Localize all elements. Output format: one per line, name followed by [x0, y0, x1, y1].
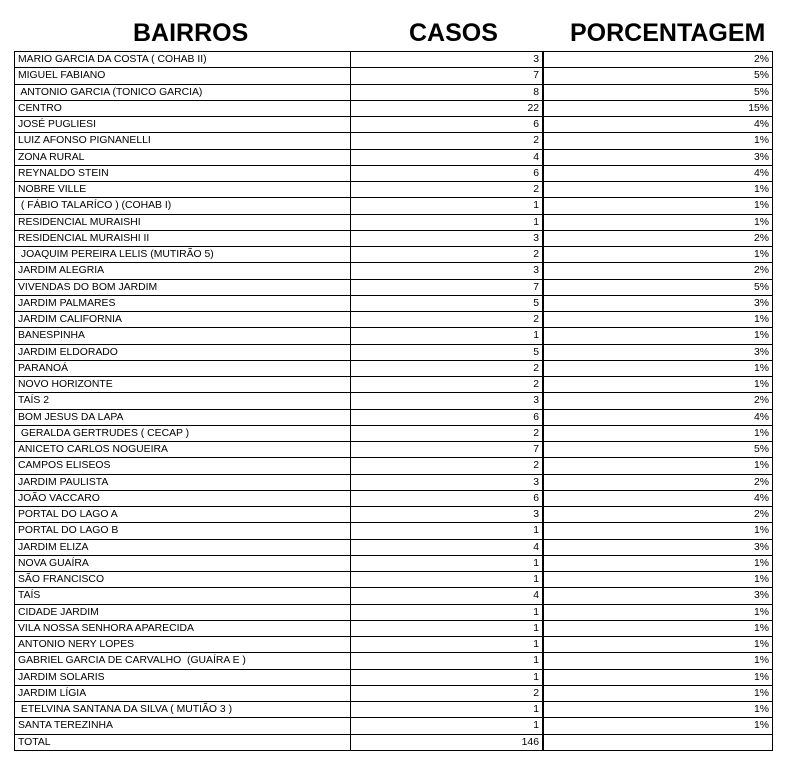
casos-cell: 3: [351, 474, 543, 490]
bairro-cell: ANTONIO GARCIA (TONICO GARCIA): [15, 84, 351, 100]
table-row: [15, 230, 543, 246]
table-row: [15, 425, 543, 441]
porcentagem-cell: 1%: [544, 653, 773, 669]
table-row: [15, 507, 543, 523]
bairro-cell: TAÍS 2: [15, 393, 351, 409]
bairro-cell: JARDIM CALIFORNIA: [15, 312, 351, 328]
table-row: [544, 685, 773, 701]
porcentagem-cell: 2%: [544, 52, 773, 68]
bairro-cell: CIDADE JARDIM: [15, 604, 351, 620]
porcentagem-cell: 1%: [544, 360, 773, 376]
table-row: [15, 360, 543, 376]
casos-cell: 1: [351, 620, 543, 636]
casos-cell: 3: [351, 263, 543, 279]
casos-cell: 7: [351, 68, 543, 84]
porcentagem-cell: 3%: [544, 149, 773, 165]
porcentagem-cell: 4%: [544, 165, 773, 181]
porcentagem-cell: 2%: [544, 263, 773, 279]
casos-cell: 1: [351, 653, 543, 669]
porcentagem-cell: 1%: [544, 247, 773, 263]
table-row: [544, 572, 773, 588]
bairro-cell: ZONA RURAL: [15, 149, 351, 165]
table-row: [544, 84, 773, 100]
table-row: [15, 604, 543, 620]
porcentagem-cell: 1%: [544, 458, 773, 474]
table-row: [544, 539, 773, 555]
table-row: [544, 377, 773, 393]
total-row: [544, 734, 773, 750]
table-row: [15, 393, 543, 409]
bairro-cell: SANTA TEREZINHA: [15, 718, 351, 734]
total-porcentagem: [544, 734, 773, 750]
table-row: [544, 133, 773, 149]
bairro-cell: JOSÉ PUGLIESI: [15, 117, 351, 133]
table-row: [544, 312, 773, 328]
casos-cell: 2: [351, 247, 543, 263]
table-row: [15, 68, 543, 84]
porcentagem-cell: 1%: [544, 198, 773, 214]
table-row: [15, 555, 543, 571]
porcentagem-cell: 1%: [544, 685, 773, 701]
casos-cell: 6: [351, 165, 543, 181]
porcentagem-cell: 2%: [544, 474, 773, 490]
porcentagem-cell: 5%: [544, 68, 773, 84]
porcentagem-cell: 3%: [544, 539, 773, 555]
porcentagem-cell: 3%: [544, 295, 773, 311]
bairro-cell: NOVA GUAÍRA: [15, 555, 351, 571]
casos-cell: 3: [351, 507, 543, 523]
table-row: [15, 572, 543, 588]
bairro-cell: VIVENDAS DO BOM JARDIM: [15, 279, 351, 295]
table-row: [544, 344, 773, 360]
casos-cell: 3: [351, 230, 543, 246]
bairros-casos-table: [14, 51, 543, 751]
table-row: [15, 458, 543, 474]
table-row: [544, 588, 773, 604]
porcentagem-cell: 15%: [544, 100, 773, 116]
casos-cell: 7: [351, 279, 543, 295]
table-row: [544, 182, 773, 198]
total-label: TOTAL: [15, 734, 351, 750]
casos-cell: 2: [351, 377, 543, 393]
bairro-cell: JARDIM ALEGRIA: [15, 263, 351, 279]
table-row: [544, 100, 773, 116]
bairro-cell: JOAQUIM PEREIRA LELIS (MUTIRÃO 5): [15, 247, 351, 263]
bairro-cell: ANICETO CARLOS NOGUEIRA: [15, 442, 351, 458]
bairro-cell: JOÃO VACCARO: [15, 490, 351, 506]
porcentagem-cell: 4%: [544, 490, 773, 506]
porcentagem-cell: 1%: [544, 718, 773, 734]
table-row: [15, 377, 543, 393]
bairro-cell: BANESPINHA: [15, 328, 351, 344]
table-row: [544, 620, 773, 636]
bairro-cell: JARDIM LÍGIA: [15, 685, 351, 701]
table-row: [15, 409, 543, 425]
table-row: [544, 702, 773, 718]
table-row: [544, 263, 773, 279]
table-row: [544, 393, 773, 409]
table-row: [544, 474, 773, 490]
bairro-cell: CAMPOS ELISEOS: [15, 458, 351, 474]
casos-cell: 22: [351, 100, 543, 116]
porcentagem-cell: 1%: [544, 312, 773, 328]
table-row: [544, 425, 773, 441]
bairro-cell: TAÍS: [15, 588, 351, 604]
table-row: [544, 328, 773, 344]
bairro-cell: JARDIM SOLARIS: [15, 669, 351, 685]
table-row: [15, 702, 543, 718]
table-row: [15, 328, 543, 344]
bairro-cell: SÃO FRANCISCO: [15, 572, 351, 588]
table-row: [544, 507, 773, 523]
casos-cell: 2: [351, 425, 543, 441]
table-row: [544, 442, 773, 458]
porcentagem-cell: 3%: [544, 588, 773, 604]
casos-cell: 2: [351, 458, 543, 474]
table-row: [544, 409, 773, 425]
bairro-cell: ETELVINA SANTANA DA SILVA ( MUTIÃO 3 ): [15, 702, 351, 718]
porcentagem-cell: 1%: [544, 555, 773, 571]
porcentagem-cell: 1%: [544, 702, 773, 718]
table-row: [15, 539, 543, 555]
casos-cell: 1: [351, 328, 543, 344]
table-row: [15, 588, 543, 604]
table-row: [544, 523, 773, 539]
table-row: [544, 555, 773, 571]
porcentagem-cell: 5%: [544, 279, 773, 295]
porcentagem-cell: 1%: [544, 620, 773, 636]
table-row: [15, 182, 543, 198]
bairro-cell: RESIDENCIAL MURAISHI II: [15, 230, 351, 246]
casos-cell: 8: [351, 84, 543, 100]
casos-cell: 4: [351, 588, 543, 604]
porcentagem-cell: 5%: [544, 84, 773, 100]
porcentagem-cell: 1%: [544, 328, 773, 344]
porcentagem-cell: 1%: [544, 669, 773, 685]
bairro-cell: BOM JESUS DA LAPA: [15, 409, 351, 425]
table-row: [15, 52, 543, 68]
table-row: [544, 230, 773, 246]
porcentagem-cell: 2%: [544, 230, 773, 246]
casos-cell: 2: [351, 312, 543, 328]
table-row: [544, 68, 773, 84]
table-row: [15, 165, 543, 181]
table-row: [15, 685, 543, 701]
casos-cell: 1: [351, 718, 543, 734]
porcentagem-cell: 2%: [544, 507, 773, 523]
table-row: [15, 100, 543, 116]
table-row: [15, 247, 543, 263]
casos-cell: 4: [351, 539, 543, 555]
table-row: [544, 279, 773, 295]
porcentagem-cell: 4%: [544, 117, 773, 133]
table-row: [544, 490, 773, 506]
bairro-cell: RESIDENCIAL MURAISHI: [15, 214, 351, 230]
table-row: [544, 604, 773, 620]
total-casos: 146: [351, 734, 543, 750]
casos-cell: 3: [351, 52, 543, 68]
casos-cell: 4: [351, 149, 543, 165]
bairro-cell: JARDIM PALMARES: [15, 295, 351, 311]
header-porcentagem: PORCENTAGEM: [570, 19, 766, 47]
table-row: [15, 198, 543, 214]
table-row: [544, 669, 773, 685]
porcentagem-cell: 5%: [544, 442, 773, 458]
bairro-cell: MARIO GARCIA DA COSTA ( COHAB II): [15, 52, 351, 68]
casos-cell: 3: [351, 393, 543, 409]
casos-cell: 1: [351, 572, 543, 588]
porcentagem-cell: 1%: [544, 214, 773, 230]
table-row: [15, 344, 543, 360]
table-row: [15, 214, 543, 230]
casos-cell: 1: [351, 604, 543, 620]
casos-cell: 6: [351, 117, 543, 133]
bairro-cell: JARDIM PAULISTA: [15, 474, 351, 490]
table-row: [544, 295, 773, 311]
bairro-cell: GABRIEL GARCIA DE CARVALHO (GUAÍRA E ): [15, 653, 351, 669]
table-row: [544, 458, 773, 474]
bairro-cell: NOVO HORIZONTE: [15, 377, 351, 393]
casos-cell: 7: [351, 442, 543, 458]
table-row: [544, 117, 773, 133]
bairro-cell: JARDIM ELIZA: [15, 539, 351, 555]
table-row: [544, 198, 773, 214]
table-row: [15, 295, 543, 311]
table-row: [15, 637, 543, 653]
porcentagem-cell: 1%: [544, 523, 773, 539]
porcentagem-cell: 1%: [544, 604, 773, 620]
table-row: [544, 149, 773, 165]
table-row: [544, 165, 773, 181]
bairro-cell: VILA NOSSA SENHORA APARECIDA: [15, 620, 351, 636]
table-row: [15, 653, 543, 669]
table-row: [15, 279, 543, 295]
casos-cell: 1: [351, 523, 543, 539]
bairro-cell: LUIZ AFONSO PIGNANELLI: [15, 133, 351, 149]
table-row: [544, 214, 773, 230]
casos-cell: 5: [351, 295, 543, 311]
table-row: [15, 442, 543, 458]
table-row: [544, 360, 773, 376]
table-row: [15, 490, 543, 506]
porcentagem-cell: 1%: [544, 425, 773, 441]
table-row: [15, 117, 543, 133]
casos-cell: 2: [351, 133, 543, 149]
bairro-cell: REYNALDO STEIN: [15, 165, 351, 181]
bairro-cell: MIGUEL FABIANO: [15, 68, 351, 84]
bairro-cell: GERALDA GERTRUDES ( CECAP ): [15, 425, 351, 441]
table-row: [15, 133, 543, 149]
casos-cell: 1: [351, 637, 543, 653]
bairro-cell: PARANOÁ: [15, 360, 351, 376]
casos-cell: 1: [351, 555, 543, 571]
casos-cell: 6: [351, 409, 543, 425]
porcentagem-cell: 1%: [544, 572, 773, 588]
table-row: [544, 653, 773, 669]
casos-cell: 2: [351, 182, 543, 198]
bairro-cell: NOBRE VILLE: [15, 182, 351, 198]
porcentagem-cell: 1%: [544, 637, 773, 653]
casos-cell: 1: [351, 198, 543, 214]
casos-cell: 6: [351, 490, 543, 506]
table-row: [15, 312, 543, 328]
casos-cell: 2: [351, 360, 543, 376]
porcentagem-cell: 1%: [544, 377, 773, 393]
casos-cell: 1: [351, 669, 543, 685]
porcentagem-cell: 1%: [544, 133, 773, 149]
table-row: [544, 52, 773, 68]
table-row: [15, 669, 543, 685]
casos-cell: 1: [351, 702, 543, 718]
porcentagem-table: [543, 51, 773, 751]
table-row: [544, 637, 773, 653]
casos-cell: 5: [351, 344, 543, 360]
porcentagem-cell: 4%: [544, 409, 773, 425]
porcentagem-cell: 1%: [544, 182, 773, 198]
table-row: [15, 474, 543, 490]
table-row: [15, 263, 543, 279]
total-row: [15, 734, 543, 750]
table-row: [15, 523, 543, 539]
porcentagem-cell: 3%: [544, 344, 773, 360]
bairro-cell: ( FÁBIO TALARÍCO ) (COHAB I): [15, 198, 351, 214]
table-row: [544, 247, 773, 263]
porcentagem-cell: 2%: [544, 393, 773, 409]
bairro-cell: JARDIM ELDORADO: [15, 344, 351, 360]
bairro-cell: PORTAL DO LAGO A: [15, 507, 351, 523]
casos-cell: 1: [351, 214, 543, 230]
header-bairros: BAIRROS: [133, 19, 249, 47]
table-row: [15, 718, 543, 734]
bairro-cell: CENTRO: [15, 100, 351, 116]
casos-cell: 2: [351, 685, 543, 701]
header-casos: CASOS: [409, 19, 498, 47]
bairro-cell: ANTONIO NERY LOPES: [15, 637, 351, 653]
table-row: [15, 149, 543, 165]
table-row: [544, 718, 773, 734]
bairro-cell: PORTAL DO LAGO B: [15, 523, 351, 539]
table-row: [15, 84, 543, 100]
table-row: [15, 620, 543, 636]
